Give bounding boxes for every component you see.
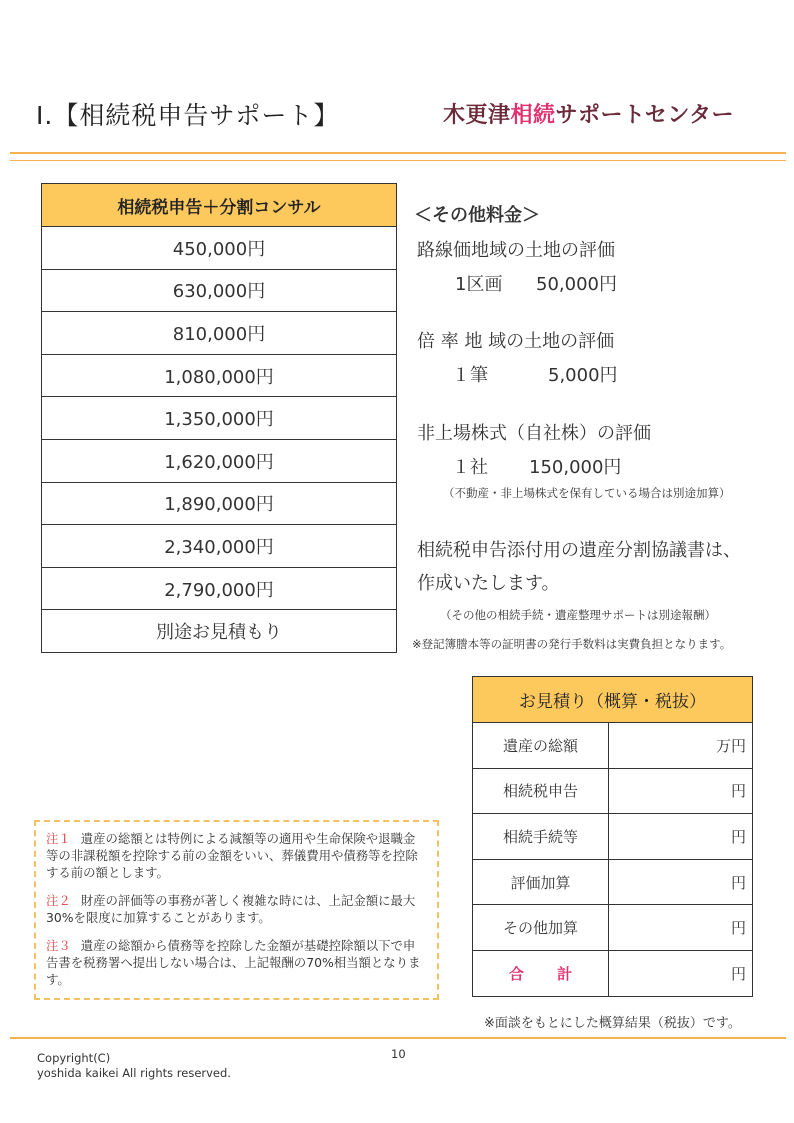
- note-tag: 注１: [46, 831, 71, 846]
- estimate-row: [473, 768, 753, 814]
- page-number: 10: [391, 1047, 406, 1061]
- fee-row: 1,620,000円: [42, 439, 397, 482]
- note-text: 遺産の総額とは特例による減額等の適用や生命保険や退職金等の非課税額を控除する前の金額をいい、葬儀費用や債務等を控除する前の額とします。: [46, 831, 418, 880]
- fee-table: [41, 183, 397, 653]
- fee-row: 630,000円: [42, 269, 397, 312]
- fee-row: 別途お見積もり: [42, 610, 397, 653]
- unlisted-stock-title: 非上場株式（自社株）の評価: [417, 423, 651, 444]
- estimate-row: [473, 814, 753, 860]
- note-tag: 注２: [46, 893, 71, 908]
- estimate-label: 遺産の総額: [473, 723, 609, 769]
- estimate-total-label: 合 計: [473, 950, 609, 996]
- estimate-label: 相続手続等: [473, 814, 609, 860]
- copyright-line1: Copyright(C): [37, 1051, 111, 1065]
- division-agreement-line1: 相続税申告添付用の遺産分割協議書は、: [417, 540, 741, 561]
- other-fees-heading: ＜その他料金＞: [414, 205, 540, 226]
- estimate-label: 相続税申告: [473, 768, 609, 814]
- estimate-value-cell[interactable]: 円: [609, 814, 753, 860]
- fee-row: 1,080,000円: [42, 354, 397, 397]
- fee-row: 2,340,000円: [42, 525, 397, 568]
- registry-fee-note: ※登記簿謄本等の証明書の発行手数料は実費負担となります。: [412, 637, 732, 651]
- note-tag: 注３: [46, 938, 71, 953]
- ratio-area-price: 5,000円: [548, 365, 618, 386]
- brand-logo-text: [443, 98, 734, 129]
- estimate-total-value-cell[interactable]: 円: [609, 950, 753, 996]
- estimate-label: その他加算: [473, 905, 609, 951]
- road-value-unit: 1区画: [455, 274, 503, 295]
- road-value-title: 路線価地域の土地の評価: [417, 240, 615, 261]
- estimate-footnote: ※面談をもとにした概算結果（税抜）です。: [484, 1016, 741, 1031]
- estimate-total-row: [473, 950, 753, 996]
- estimate-label: 評価加算: [473, 859, 609, 905]
- estimate-header: お見積り（概算・税抜）: [473, 677, 753, 723]
- brand-suffix: サポートセンター: [555, 103, 734, 128]
- note-item: [46, 937, 427, 988]
- fee-row: 450,000円: [42, 227, 397, 270]
- fee-row: 1,350,000円: [42, 397, 397, 440]
- brand-accent: 相続: [510, 103, 556, 128]
- page-title: Ⅰ.【相続税申告サポート】: [36, 101, 340, 130]
- copyright: [37, 1051, 231, 1081]
- estimate-row: [473, 859, 753, 905]
- notes-box: [34, 820, 439, 1000]
- estimate-value-cell[interactable]: 円: [609, 768, 753, 814]
- fee-row: 1,890,000円: [42, 482, 397, 525]
- estimate-value-cell[interactable]: 円: [609, 859, 753, 905]
- road-value-price: 50,000円: [536, 274, 617, 295]
- note-text: 財産の評価等の事務が著しく複雑な時には、上記金額に最大30%を限度に加算することがあります。: [46, 893, 416, 925]
- estimate-row: [473, 905, 753, 951]
- header-divider-thin: [10, 160, 786, 161]
- division-agreement-line2: 作成いたします。: [417, 573, 560, 594]
- header-divider: [10, 152, 786, 154]
- division-agreement-note: （その他の相続手続・遺産整理サポートは別途報酬）: [440, 608, 716, 622]
- brand-prefix: 木更津: [443, 103, 511, 128]
- note-item: [46, 892, 427, 926]
- ratio-area-title: 倍 率 地 域の土地の評価: [417, 331, 615, 352]
- unlisted-stock-price: 150,000円: [529, 457, 622, 478]
- ratio-area-unit: １筆: [452, 365, 488, 386]
- note-text: 遺産の総額から債務等を控除した金額が基礎控除額以下で申告書を税務署へ提出しない場合は、上記報酬の70%相当額となります。: [46, 938, 421, 987]
- estimate-value-cell[interactable]: 万円: [609, 723, 753, 769]
- unlisted-stock-note: （不動産・非上場株式を保有している場合は別途加算）: [443, 486, 731, 500]
- fee-table-header: 相続税申告＋分割コンサル: [42, 184, 397, 227]
- unlisted-stock-unit: １社: [452, 457, 488, 478]
- note-item: [46, 830, 427, 881]
- estimate-table: [472, 676, 753, 997]
- fee-row: 810,000円: [42, 312, 397, 355]
- estimate-row: [473, 723, 753, 769]
- fee-row: 2,790,000円: [42, 567, 397, 610]
- copyright-line2: yoshida kaikei All rights reserved.: [37, 1066, 231, 1080]
- estimate-value-cell[interactable]: 円: [609, 905, 753, 951]
- footer-divider: [10, 1037, 786, 1039]
